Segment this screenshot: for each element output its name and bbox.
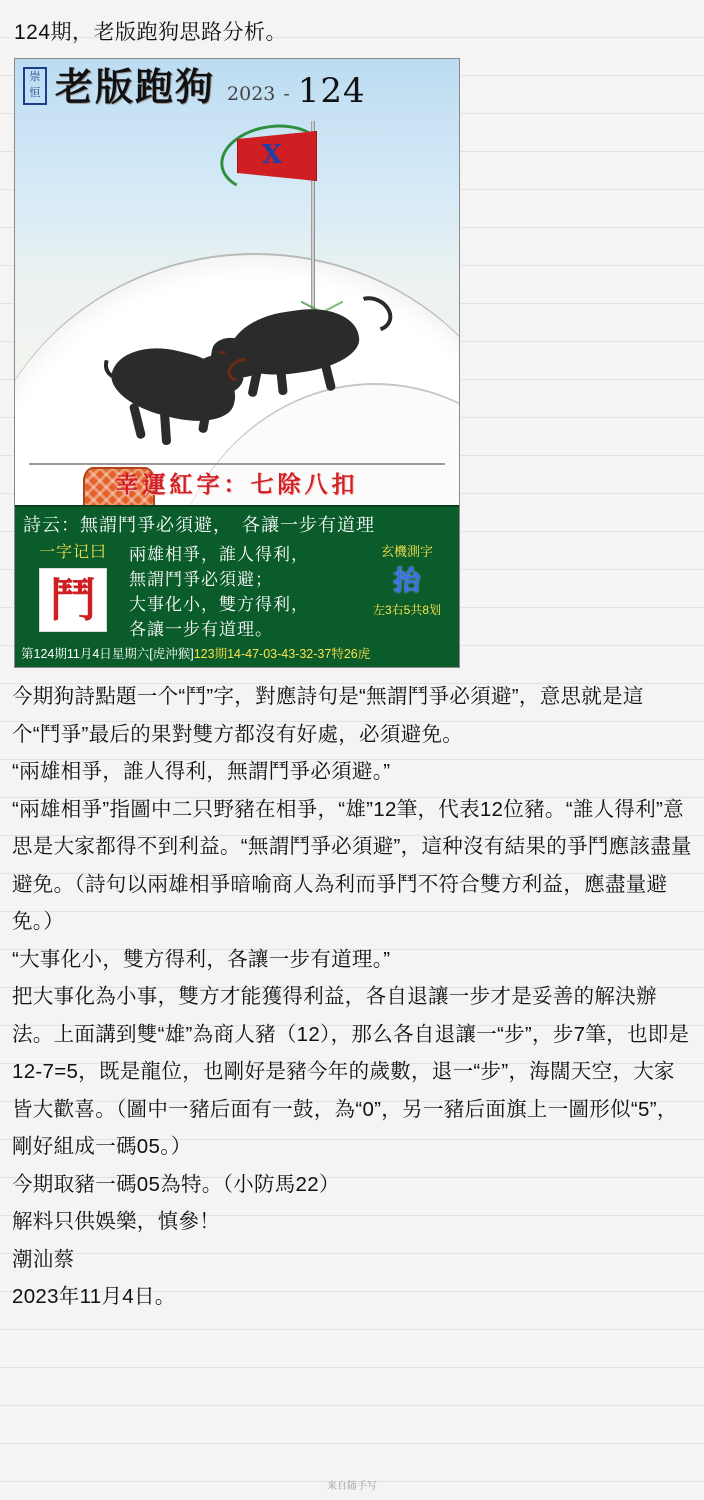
flag-symbol: X <box>261 140 283 170</box>
author-signature: 潮汕蔡 <box>12 1247 75 1271</box>
article-paragraph-4: “大事化小，雙方得利，各讓一步有道理。” <box>12 947 391 971</box>
poster-dash: - <box>283 83 290 105</box>
article-paragraph-6: 今期取豬一碼05為特。（小防馬22） <box>12 1172 340 1196</box>
page-title: 124期，老版跑狗思路分析。 <box>14 21 288 44</box>
poster-image <box>14 58 460 668</box>
one-word-section <box>21 542 125 642</box>
poster-artwork <box>15 59 459 505</box>
mystery-word-label: 玄機測字 <box>380 544 433 559</box>
article-paragraph-3: “兩雄相爭”指圖中二只野豬在相爭，“雄”12筆，代表12位豬。“誰人得利”意思是大家都得不到利益。“無謂鬥爭必須避”，這种沒有結果的爭鬥應該盡量避免。（詩句以兩雄相爭暗喻商人為利而爭鬥不符合雙方利益，應盡量避免。） <box>12 797 692 933</box>
key-character: 鬥 <box>39 568 107 632</box>
seal-stamp-icon: 崇恒 <box>23 67 47 105</box>
article-paragraph-2: “兩雄相爭，誰人得利，無謂鬥爭必須避。” <box>12 760 391 783</box>
poem-line: 詩云：無謂鬥爭必須避， 各讓一步有道理 <box>23 515 375 535</box>
green-info-panel <box>15 505 459 667</box>
panel-footer-date: 第124期11月4日星期六[虎沖猴] <box>21 647 194 661</box>
article-date: 2023年11月4日。 <box>12 1285 176 1308</box>
poem-verse-3: 大事化小，雙方得利， <box>129 595 309 614</box>
poster-title-row <box>15 59 459 117</box>
article-paragraph-5: 把大事化為小事，雙方才能獲得利益，各自退讓一步才是妥善的解決辦法。上面講到雙“雄”為商人豬（12），那么各自退讓一“步”，步7筆，也即是12-7=5，既是龍位，也剛好是豬今年的歲數，退一“步”，海闊天空，大家皆大歡喜。（圖中一豬后面有一鼓，為“0”，另一豬后面旗上一圖形似“5”，剛好組成一碼05。） <box>12 985 690 1158</box>
mystery-word-section <box>361 542 453 642</box>
poem-verse-1: 兩雄相爭，誰人得利， <box>129 545 309 564</box>
article-paragraph-1: 今期狗詩點題一个“鬥”字，對應詩句是“無謂鬥爭必須避”，意思就是這个“鬥爭”最后的果對雙方都沒有好處，必須避免。 <box>12 685 644 746</box>
article-paragraph-7: 解料只供娛樂，慎參！ <box>12 1210 220 1233</box>
article-body <box>12 678 692 1316</box>
poem-verse-2: 無謂鬥爭必須避； <box>129 570 273 589</box>
poster-divider <box>29 463 445 465</box>
one-word-label: 一字记曰 <box>38 544 107 561</box>
green-panel-body <box>15 542 459 644</box>
app-watermark: 来自随手写 <box>327 1481 377 1492</box>
poem-verses <box>125 542 361 642</box>
poster-brand: 老版跑狗 <box>55 64 216 109</box>
panel-footer-numbers: 123期14-47-03-43-32-37特26虎 <box>193 647 371 661</box>
mystery-word-character: 抬 <box>393 566 421 597</box>
panel-footer <box>15 644 459 667</box>
mystery-word-note: 左3右5共8划 <box>372 603 442 617</box>
poster-lucky-text: 幸運紅字：七除八扣 <box>115 471 359 498</box>
poem-verse-4: 各讓一步有道理。 <box>129 620 273 639</box>
poster-issue-number: 124 <box>297 71 366 111</box>
poster-year: 2023 <box>227 83 276 105</box>
